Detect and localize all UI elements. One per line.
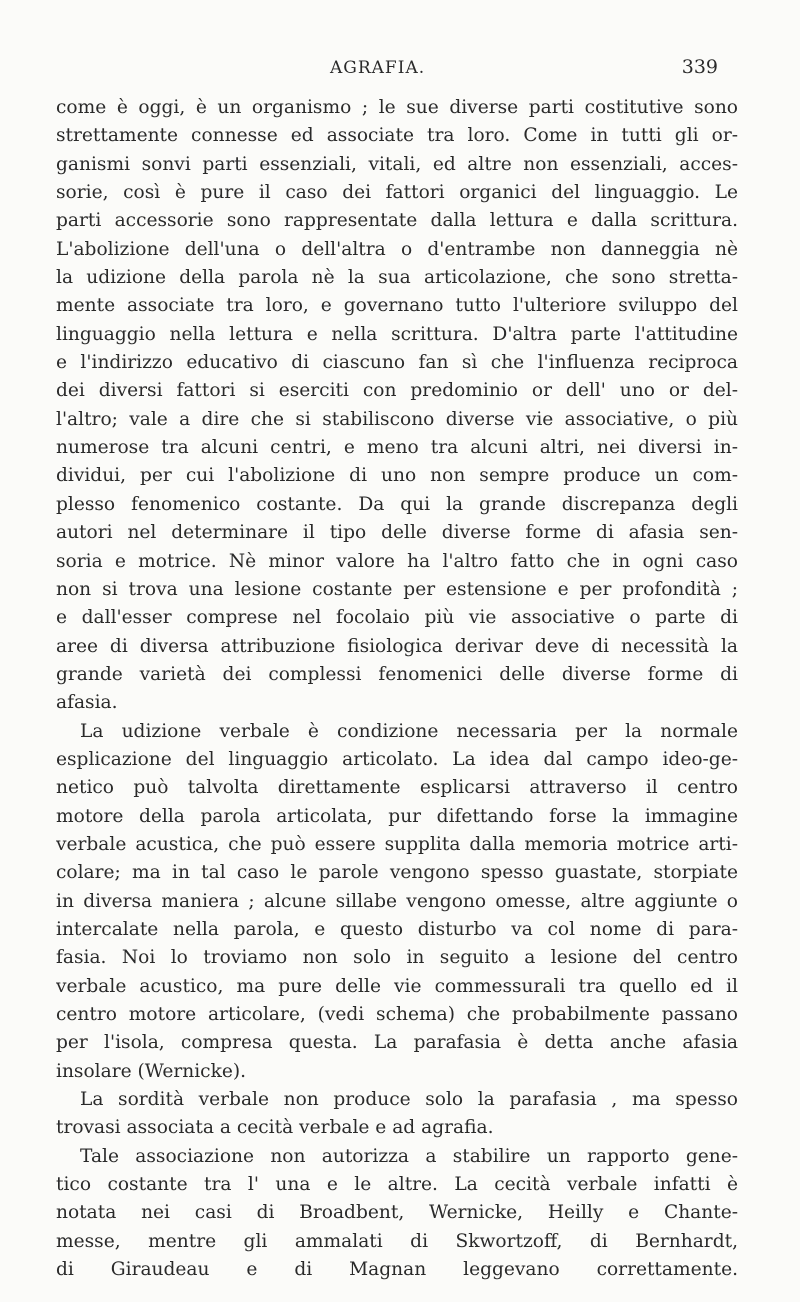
text-line: La sordità verbale non produce solo la parafasia , ma spesso: [80, 1089, 738, 1111]
text-line: motore della parola articolata, pur difettando forse la immagine: [56, 805, 738, 827]
text-line: di Giraudeau e di Magnan leggevano correttamente.: [56, 1259, 738, 1281]
text-line: Tale associazione non autorizza a stabilire un rapporto gene-: [80, 1145, 738, 1167]
text-line: netico può talvolta direttamente esplicarsi attraverso il centro: [56, 777, 738, 799]
body-text: [56, 94, 738, 1284]
text-line: plesso fenomenico costante. Da qui la grande discrepanza degli: [56, 493, 738, 515]
text-line: linguaggio nella lettura e nella scrittura. D'altra parte l'attitudine: [56, 323, 738, 345]
text-line: La udizione verbale è condizione necessaria per la normale: [80, 720, 738, 742]
text-line: l'altro; vale a dire che si stabiliscono diverse vie associative, o più: [56, 408, 738, 430]
text-line: sorie, così è pure il caso dei fattori organici del linguaggio. Le: [56, 182, 738, 204]
text-line: ganismi sonvi parti essenziali, vitali, ed altre non essenziali, acces-: [56, 153, 738, 175]
page-number: 339: [681, 56, 718, 78]
text-line: dei diversi fattori si eserciti con predominio or dell' uno or del-: [56, 380, 738, 402]
text-line: L'abolizione dell'una o dell'altra o d'entrambe non danneggia nè: [56, 238, 738, 260]
text-line: e dall'esser comprese nel focolaio più vie associative o parte di: [56, 607, 738, 629]
text-line: per l'isola, compresa questa. La parafasia è detta anche afasia: [56, 1032, 738, 1054]
text-line: strettamente connesse ed associate tra loro. Come in tutti gli or-: [56, 125, 738, 147]
text-line: afasia.: [56, 692, 118, 714]
text-line: verbale acustico, ma pure delle vie commessurali tra quello ed il: [56, 975, 738, 997]
text-line: dividui, per cui l'abolizione di uno non sempre produce un com-: [56, 465, 738, 487]
text-line: in diversa maniera ; alcune sillabe vengono omesse, altre aggiunte o: [56, 890, 738, 912]
text-line: trovasi associata a cecità verbale e ad agrafia.: [56, 1117, 494, 1139]
text-line: la udizione della parola nè la sua articolazione, che sono stretta-: [56, 267, 738, 289]
text-line: mente associate tra loro, e governano tutto l'ulteriore sviluppo del: [56, 295, 738, 317]
text-line: aree di diversa attribuzione fisiologica derivar deve di necessità la: [56, 635, 738, 657]
running-title: AGRAFIA.: [330, 58, 426, 78]
text-line: parti accessorie sono rappresentate dalla lettura e dalla scrittura.: [56, 210, 738, 232]
text-line: colare; ma in tal caso le parole vengono spesso guastate, storpiate: [56, 862, 738, 884]
text-line: notata nei casi di Broadbent, Wernicke, Heilly e Chante-: [56, 1202, 738, 1224]
text-line: fasia. Noi lo troviamo non solo in seguito a lesione del centro: [56, 947, 738, 969]
text-line: soria e motrice. Nè minor valore ha l'altro fatto che in ogni caso: [56, 550, 738, 572]
text-line: esplicazione del linguaggio articolato. La idea dal campo ideo-ge-: [56, 748, 738, 770]
text-line: insolare (Wernicke).: [56, 1060, 247, 1082]
text-line: e l'indirizzo educativo di ciascuno fan sì che l'influenza reciproca: [56, 352, 738, 374]
text-line: verbale acustica, che può essere supplita dalla memoria motrice arti-: [56, 833, 738, 855]
text-line: come è oggi, è un organismo ; le sue diverse parti costitutive sono: [56, 97, 738, 118]
text-line: tico costante tra l' una e le altre. La cecità verbale infatti è: [56, 1174, 738, 1196]
text-line: numerose tra alcuni centri, e meno tra alcuni altri, nei diversi in-: [56, 437, 738, 459]
text-line: centro motore articolare, (vedi schema) che probabilmente passano: [56, 1004, 738, 1025]
text-line: grande varietà dei complessi fenomenici delle diverse forme di: [56, 663, 738, 685]
text-line: messe, mentre gli ammalati di Skwortzoff, di Bernhardt,: [56, 1230, 738, 1252]
text-line: intercalate nella parola, e questo disturbo va col nome di para-: [56, 918, 738, 940]
text-line: autori nel determinare il tipo delle diverse forme di afasia sen-: [56, 522, 738, 544]
text-line: non si trova una lesione costante per estensione e per profondità ;: [56, 578, 738, 600]
